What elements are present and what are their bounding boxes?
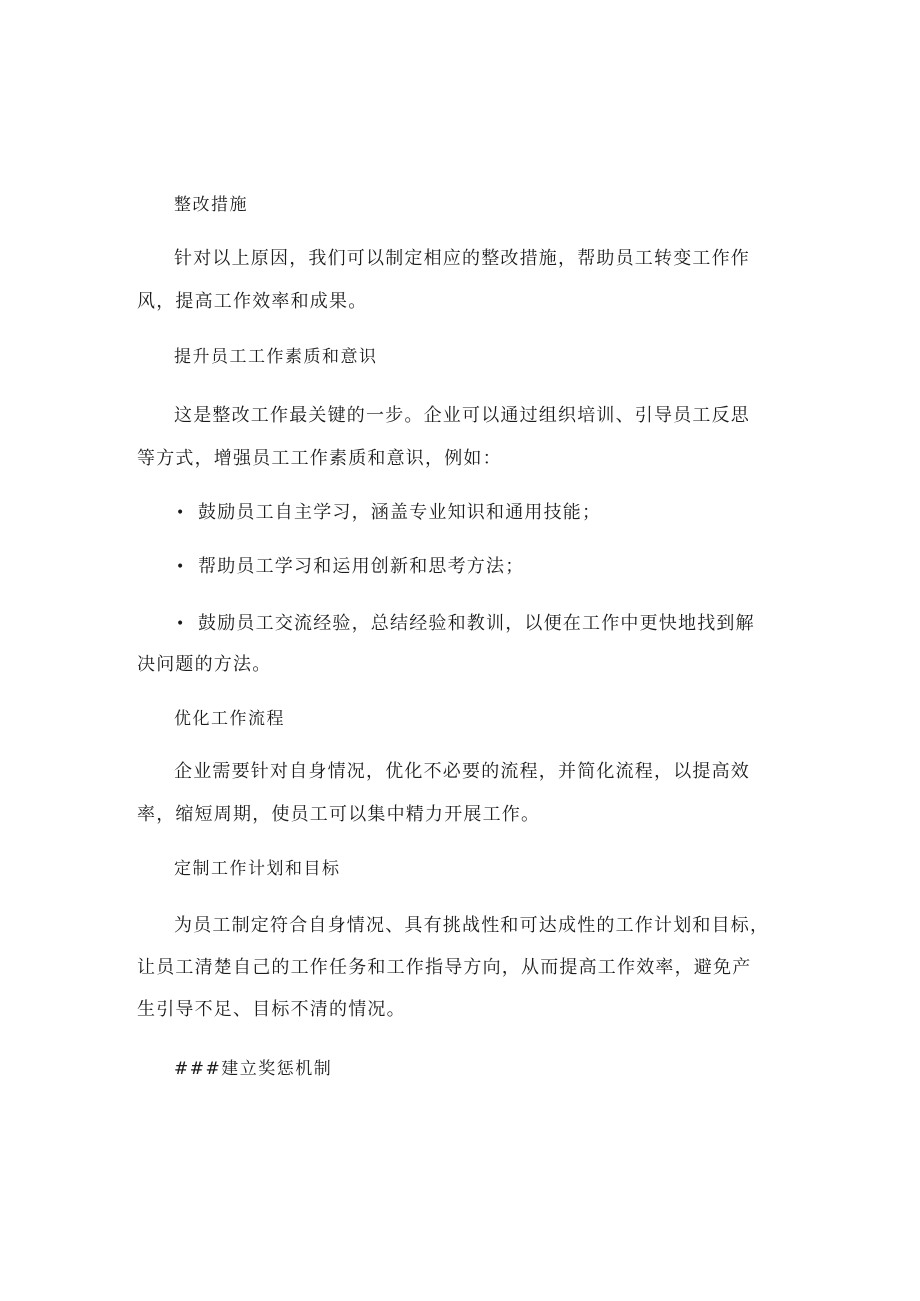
section-heading-rectification: 整改措施 — [174, 195, 248, 215]
paragraph-line: 生引导不足、目标不清的情况。 — [137, 999, 406, 1020]
bullet-icon: • — [176, 505, 185, 521]
paragraph-line: 等方式，增强员工工作素质和意识，例如： — [137, 448, 502, 469]
paragraph-line: 这是整改工作最关键的一步。企业可以通过组织培训、引导员工反思 — [174, 405, 750, 426]
section-heading-reward-punishment: ###建立奖惩机制 — [174, 1059, 333, 1079]
section-heading-optimize-process: 优化工作流程 — [174, 709, 285, 729]
paragraph-line: 针对以上原因，我们可以制定相应的整改措施，帮助员工转变工作作 — [174, 248, 750, 269]
section-heading-plan-goals: 定制工作计划和目标 — [174, 859, 341, 879]
paragraph-line: 率，缩短周期，使员工可以集中精力开展工作。 — [137, 804, 541, 825]
paragraph-line: 企业需要针对自身情况，优化不必要的流程，并简化流程，以提高效 — [174, 761, 750, 782]
bullet-icon: • — [176, 616, 185, 632]
paragraph-line: 让员工清楚自己的工作任务和工作指导方向，从而提高工作效率，避免产 — [137, 957, 752, 978]
paragraph-line: 风，提高工作效率和成果。 — [137, 291, 368, 312]
section-heading-quality-awareness: 提升员工工作素质和意识 — [174, 347, 378, 367]
paragraph-line: 为员工制定符合自身情况、具有挑战性和可达成性的工作计划和目标， — [174, 915, 770, 936]
bullet-icon: • — [176, 559, 185, 575]
bullet-item-continuation: 决问题的方法。 — [137, 654, 272, 675]
bullet-item: 帮助员工学习和运用创新和思考方法； — [198, 556, 525, 577]
bullet-item: 鼓励员工自主学习，涵盖专业知识和通用技能； — [198, 502, 602, 523]
bullet-item: 鼓励员工交流经验，总结经验和教训，以便在工作中更快地找到解 — [198, 613, 755, 634]
